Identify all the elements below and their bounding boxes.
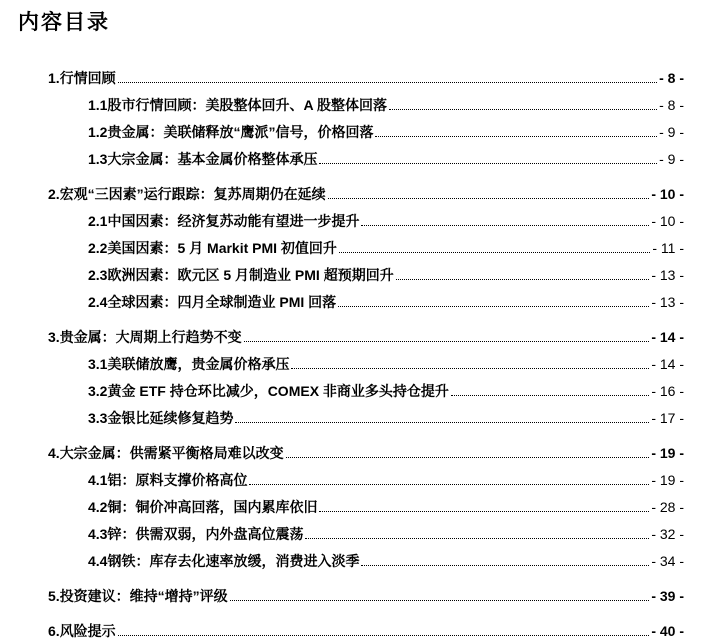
toc-entry-label: 贵金属：大周期上行趋势不变 bbox=[59, 329, 242, 345]
toc-section-entry[interactable] bbox=[48, 578, 684, 605]
dot-leader bbox=[235, 422, 649, 423]
toc-entry-number: 3.1 bbox=[88, 356, 108, 372]
toc-entry-page-number: - 14 - bbox=[651, 329, 684, 345]
toc-entry-page-number: - 28 - bbox=[651, 499, 684, 515]
section-gap bbox=[48, 570, 684, 578]
toc-entry-page-number: - 16 - bbox=[651, 383, 684, 399]
toc-entry-page-number: - 8 - bbox=[659, 70, 684, 86]
toc-entry-label: 大宗金属：基本金属价格整体承压 bbox=[107, 151, 318, 167]
toc-entry-page-number: - 8 - bbox=[659, 97, 684, 113]
toc-entry-label: 宏观“三因素”运行跟踪：复苏周期仍在延续 bbox=[59, 186, 326, 202]
toc-entry-number: 2.3 bbox=[88, 267, 108, 283]
toc-entry-number: 1.2 bbox=[88, 124, 108, 140]
toc-entry-page-number: - 17 - bbox=[651, 410, 684, 426]
dot-leader bbox=[291, 368, 649, 369]
toc-subsection-entry[interactable] bbox=[48, 543, 684, 570]
toc-subsection-entry[interactable] bbox=[48, 114, 684, 141]
toc-entry-number: 1.1 bbox=[88, 97, 108, 113]
toc-section-entry[interactable] bbox=[48, 435, 684, 462]
dot-leader bbox=[319, 511, 649, 512]
toc-subsection-entry[interactable] bbox=[48, 257, 684, 284]
toc-entry-number: 4. bbox=[48, 445, 60, 461]
toc-subsection-entry[interactable] bbox=[48, 400, 684, 427]
toc-entry-page-number: - 9 - bbox=[659, 151, 684, 167]
toc-entry-label: 钢铁：库存去化速率放缓，消费进入淡季 bbox=[107, 553, 360, 569]
toc-subsection-entry[interactable] bbox=[48, 489, 684, 516]
toc-entry-page-number: - 13 - bbox=[651, 294, 684, 310]
toc-entry-label: 全球因素：四月全球制造业 PMI 回落 bbox=[107, 294, 337, 310]
dot-leader bbox=[389, 109, 657, 110]
toc-entry-label: 股市行情回顾：美股整体回升、A 股整体回落 bbox=[107, 97, 387, 113]
toc-entry-number: 3.2 bbox=[88, 383, 108, 399]
toc-entry-page-number: - 10 - bbox=[651, 186, 684, 202]
toc-entry-number: 2.1 bbox=[88, 213, 108, 229]
toc-entry-number: 1. bbox=[48, 70, 60, 86]
dot-leader bbox=[396, 279, 650, 280]
toc-entry-label: 欧洲因素：欧元区 5 月制造业 PMI 超预期回升 bbox=[107, 267, 394, 283]
dot-leader bbox=[230, 600, 650, 601]
toc-list bbox=[48, 60, 684, 640]
toc-entry-label: 美国因素：5 月 Markit PMI 初值回升 bbox=[107, 240, 337, 256]
toc-entry-label: 黄金 ETF 持仓环比减少，COMEX 非商业多头持仓提升 bbox=[107, 383, 449, 399]
toc-subsection-entry[interactable] bbox=[48, 230, 684, 257]
dot-leader bbox=[339, 252, 650, 253]
dot-leader bbox=[118, 635, 650, 636]
dot-leader bbox=[249, 484, 649, 485]
dot-leader bbox=[361, 565, 649, 566]
toc-entry-label: 贵金属：美联储释放“鹰派”信号，价格回落 bbox=[107, 124, 374, 140]
section-gap bbox=[48, 605, 684, 613]
dot-leader bbox=[319, 163, 657, 164]
toc-entry-label: 铝：原料支撑价格高位 bbox=[107, 472, 248, 488]
toc-subsection-entry[interactable] bbox=[48, 516, 684, 543]
toc-entry-label: 锌：供需双弱，内外盘高位震荡 bbox=[107, 526, 304, 542]
toc-entry-number: 2.2 bbox=[88, 240, 108, 256]
dot-leader bbox=[244, 341, 650, 342]
toc-entry-page-number: - 40 - bbox=[651, 623, 684, 639]
toc-entry-page-number: - 19 - bbox=[651, 445, 684, 461]
dot-leader bbox=[451, 395, 649, 396]
toc-entry-label: 中国因素：经济复苏动能有望进一步提升 bbox=[107, 213, 360, 229]
toc-entry-page-number: - 14 - bbox=[651, 356, 684, 372]
toc-entry-number: 4.1 bbox=[88, 472, 108, 488]
section-gap bbox=[48, 427, 684, 435]
toc-entry-number: 5. bbox=[48, 588, 60, 604]
toc-entry-page-number: - 34 - bbox=[651, 553, 684, 569]
toc-entry-number: 6. bbox=[48, 623, 60, 639]
toc-entry-number: 4.2 bbox=[88, 499, 108, 515]
dot-leader bbox=[305, 538, 649, 539]
toc-section-entry[interactable] bbox=[48, 60, 684, 87]
toc-entry-label: 投资建议：维持“增持”评级 bbox=[59, 588, 228, 604]
toc-subsection-entry[interactable] bbox=[48, 87, 684, 114]
toc-section-entry[interactable] bbox=[48, 319, 684, 346]
dot-leader bbox=[328, 198, 650, 199]
toc-subsection-entry[interactable] bbox=[48, 203, 684, 230]
toc-entry-page-number: - 32 - bbox=[651, 526, 684, 542]
toc-entry-page-number: - 11 - bbox=[652, 240, 684, 256]
dot-leader bbox=[118, 82, 657, 83]
toc-entry-label: 金银比延续修复趋势 bbox=[107, 410, 234, 426]
toc-entry-number: 4.3 bbox=[88, 526, 108, 542]
section-gap bbox=[48, 311, 684, 319]
toc-subsection-entry[interactable] bbox=[48, 462, 684, 489]
dot-leader bbox=[286, 457, 650, 458]
toc-entry-page-number: - 10 - bbox=[651, 213, 684, 229]
toc-subsection-entry[interactable] bbox=[48, 346, 684, 373]
dot-leader bbox=[361, 225, 649, 226]
toc-entry-number: 2.4 bbox=[88, 294, 108, 310]
toc-entry-number: 4.4 bbox=[88, 553, 108, 569]
toc-subsection-entry[interactable] bbox=[48, 373, 684, 400]
toc-section-entry[interactable] bbox=[48, 176, 684, 203]
toc-entry-label: 美联储放鹰，贵金属价格承压 bbox=[107, 356, 290, 372]
toc-subsection-entry[interactable] bbox=[48, 284, 684, 311]
toc-section-entry[interactable] bbox=[48, 613, 684, 640]
toc-entry-number: 3. bbox=[48, 329, 60, 345]
toc-entry-label: 铜：铜价冲高回落，国内累库依旧 bbox=[107, 499, 318, 515]
toc-entry-page-number: - 19 - bbox=[651, 472, 684, 488]
toc-entry-label: 大宗金属：供需紧平衡格局难以改变 bbox=[59, 445, 284, 461]
toc-entry-page-number: - 9 - bbox=[659, 124, 684, 140]
toc-entry-label: 行情回顾 bbox=[59, 70, 116, 86]
section-gap bbox=[48, 168, 684, 176]
dot-leader bbox=[338, 306, 649, 307]
toc-entry-number: 2. bbox=[48, 186, 60, 202]
toc-title: 内容目录 bbox=[18, 10, 110, 34]
toc-entry-number: 1.3 bbox=[88, 151, 108, 167]
toc-subsection-entry[interactable] bbox=[48, 141, 684, 168]
toc-entry-number: 3.3 bbox=[88, 410, 108, 426]
toc-entry-page-number: - 13 - bbox=[651, 267, 684, 283]
toc-entry-page-number: - 39 - bbox=[651, 588, 684, 604]
toc-entry-label: 风险提示 bbox=[59, 623, 116, 639]
dot-leader bbox=[375, 136, 657, 137]
